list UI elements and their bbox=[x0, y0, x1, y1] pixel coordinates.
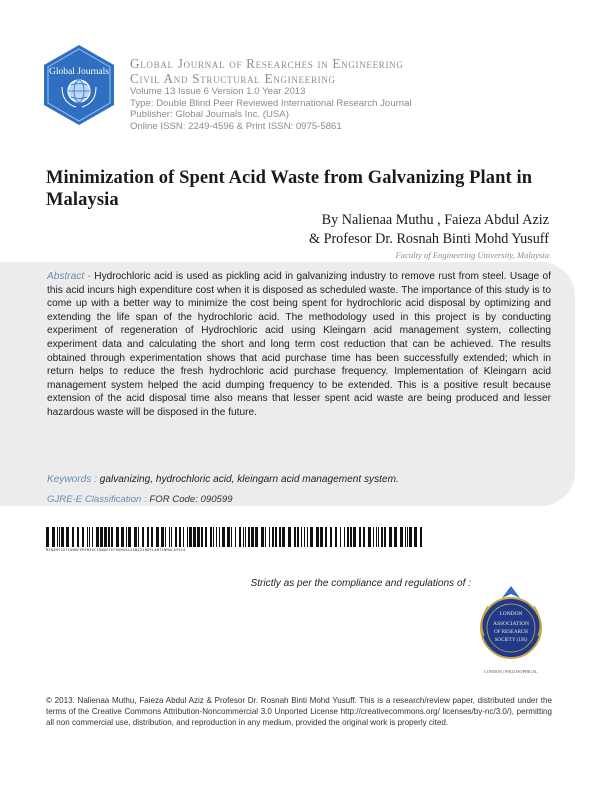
seal-line3: SOCIETY (UK) bbox=[494, 638, 528, 643]
classification bbox=[47, 494, 233, 505]
barcode bbox=[46, 527, 426, 547]
london-association-seal bbox=[470, 578, 552, 678]
barcode-bar bbox=[422, 527, 425, 547]
abstract-body: Hydrochloric acid is used as pickling acid in galvanizing industry to remove rust from steel. Usage of this acid incurs high expenditure cost when it is disposed as scheduled waste. The importance of this study is to come up with a better way to minimize the cost being spent for hydrochloric acid disposal by optimizing and extending the life span of the hydrochloric acid. The methodology used in this project is by conducting experiment of regeneration of Hydrochloric acid using Kleingarn acid management system, collecting experiment data and calculating the short and long term cost reduction that can be achieved. The results obtained through experimentation shows that acid purchase time has been successfully extended; which in return helps to reduce the fresh hydrochloric acid purchase frequency. Implementation of Kleingarn acid management system helped the acid dumping frequency to be extended. This is a positive result because extension of the acid disposal time also means that lesser spent acid waste are being produced and lesser hazardous waste will be disposed in the future. bbox=[47, 271, 551, 418]
seal-bottom: LONDON | PHILOSOPHICAL bbox=[484, 669, 538, 674]
journal-header bbox=[130, 56, 570, 132]
global-journals-logo bbox=[40, 43, 118, 127]
authors bbox=[309, 211, 549, 249]
journal-publisher: Publisher: Global Journals Inc. (USA) bbox=[130, 109, 289, 121]
journal-title-line1: Global Journal of Researches in Engineering bbox=[130, 56, 404, 71]
globe-icon bbox=[68, 80, 90, 102]
seal-top: LONDON bbox=[499, 611, 523, 617]
keywords-value: galvanizing, hydrochloric acid, kleingarn acid management system. bbox=[96, 474, 399, 485]
seal-line1: ASSOCIATION bbox=[492, 621, 530, 627]
abstract-label: Abstract - bbox=[47, 271, 91, 282]
keywords-label: Keywords : bbox=[47, 474, 97, 485]
journal-title-line2: Civil And Structural Engineering bbox=[130, 71, 336, 86]
journal-issn: Online ISSN: 2249-4596 & Print ISSN: 0975-5861 bbox=[130, 120, 342, 132]
barcode-text: MINIMIZATIONOFSPENTACIDWASTEFROMGALVANIZINGPLANTINMALAYSIA bbox=[46, 548, 186, 552]
authors-line1: By Nalienaa Muthu , Faieza Abdul Aziz bbox=[321, 212, 549, 228]
classification-value: FOR Code: 090599 bbox=[146, 494, 233, 505]
authors-line2: & Profesor Dr. Rosnah Binti Mohd Yusuff bbox=[308, 231, 549, 247]
copyright-footer: © 2013. Nalienaa Muthu, Faieza Abdul Aziz & Profesor Dr. Rosnah Binti Mohd Yusuff. This is a research/review paper, distributed under the terms of the Creative Commons Attribution-Noncommercial 3.0 Unported License http://creativecommons.org/ licenses/by-nc/3.0/), permitting all non commercial use, distribution, and reproduction in any medium, provided the original work is properly cited. bbox=[46, 696, 552, 727]
journal-type: Type: Double Blind Peer Reviewed International Research Journal bbox=[130, 97, 412, 109]
journal-volume: Volume 13 Issue 6 Version 1.0 Year 2013 bbox=[130, 86, 306, 97]
compliance-note: Strictly as per the compliance and regulations of : bbox=[250, 578, 471, 589]
keywords bbox=[47, 474, 399, 485]
logo-text: Global Journals bbox=[49, 67, 109, 77]
paper-title: Minimization of Spent Acid Waste from Galvanizing Plant in Malaysia bbox=[46, 168, 533, 210]
classification-label: GJRE-E Classification : bbox=[47, 494, 147, 505]
affiliation: Faculty of Engineering University, Malaysia bbox=[395, 250, 549, 260]
abstract-text bbox=[47, 270, 551, 420]
seal-line2: OF RESEARCH bbox=[494, 630, 528, 635]
